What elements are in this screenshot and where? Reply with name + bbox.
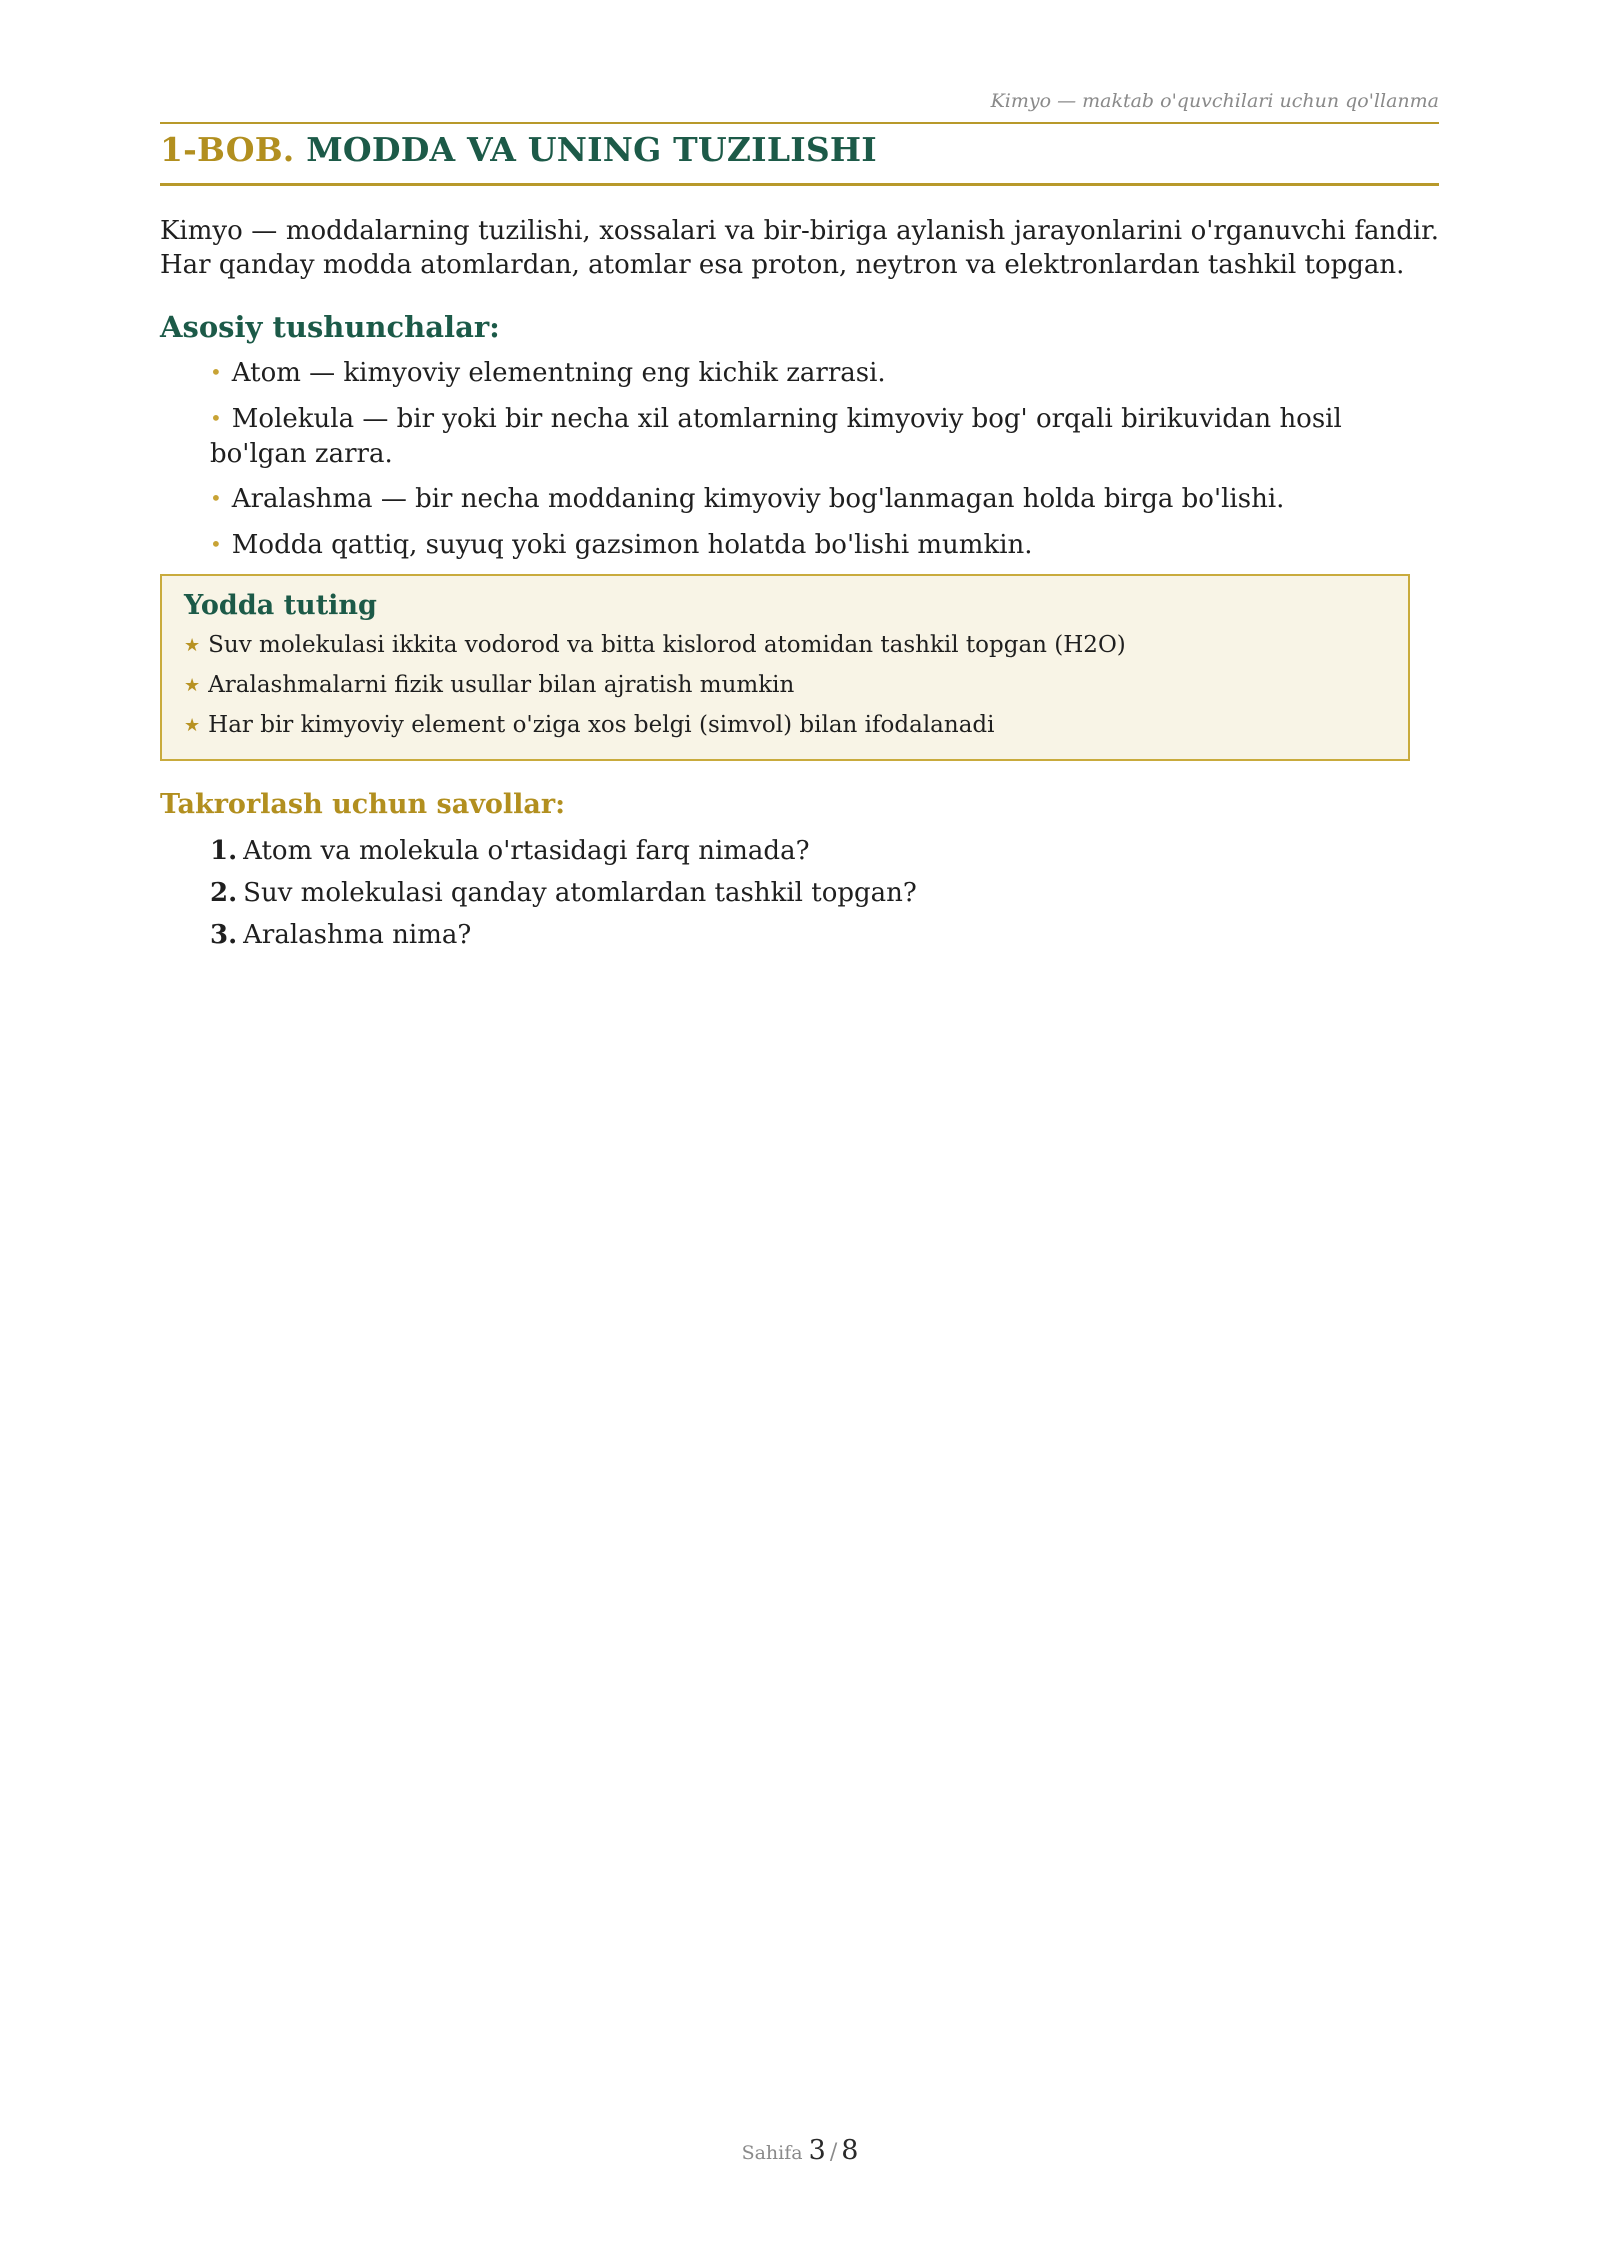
star-icon: ★	[184, 635, 201, 656]
remember-text: Aralashmalarni fizik usullar bilan ajratish mumkin	[208, 672, 795, 698]
list-item	[210, 356, 1390, 391]
bullet-icon: •	[210, 406, 222, 430]
review-questions-list	[160, 834, 1439, 952]
list-item	[210, 528, 1390, 563]
remember-box-title: Yodda tuting	[184, 590, 377, 621]
concept-text: Aralashma — bir necha moddaning kimyoviy bog'lanmagan holda birga bo'lishi.	[231, 484, 1285, 514]
star-icon: ★	[184, 675, 201, 696]
page-footer	[0, 2135, 1600, 2166]
list-item	[210, 482, 1390, 517]
list-item	[184, 671, 1386, 701]
remember-box	[160, 574, 1410, 761]
concept-text: Modda qattiq, suyuq yoki gazsimon holatda bo'lishi mumkin.	[231, 530, 1033, 560]
running-header: Kimyo — maktab o'quvchilari uchun qo'llanma	[160, 90, 1439, 124]
total-pages-number: 8	[841, 2135, 859, 2166]
remember-text: Suv molekulasi ikkita vodorod va bitta kislorod atomidan tashkil topgan (H2O)	[208, 632, 1126, 658]
page-separator: /	[829, 2140, 838, 2165]
bullet-icon: •	[210, 486, 222, 510]
list-item	[210, 402, 1390, 471]
concepts-list	[160, 356, 1390, 563]
remember-text: Har bir kimyoviy element o'ziga xos belgi (simvol) bilan ifodalanadi	[208, 712, 995, 738]
bullet-icon: •	[210, 360, 222, 384]
question-text: Aralashma nima?	[243, 920, 472, 950]
list-item	[184, 631, 1386, 661]
question-text: Suv molekulasi qanday atomlardan tashkil topgan?	[243, 878, 917, 908]
question-text: Atom va molekula o'rtasidagi farq nimada?	[243, 836, 810, 866]
current-page-number: 3	[808, 2135, 826, 2166]
question-number: 2.	[210, 878, 238, 908]
list-item	[210, 834, 1439, 868]
intro-paragraph: Kimyo — moddalarning tuzilishi, xossalari va bir-biriga aylanish jarayonlarini o'rganuvchi fandir. Har qanday modda atomlardan, atomlar esa proton, neytron va elektronlardan tashkil topgan.	[160, 216, 1439, 280]
chapter-title	[160, 124, 1439, 186]
page-label: Sahifa	[741, 2142, 803, 2164]
list-item	[184, 711, 1386, 741]
review-heading: Takrorlash uchun savollar:	[160, 789, 566, 820]
concept-text: Atom — kimyoviy elementning eng kichik zarrasi.	[231, 358, 886, 388]
question-number: 3.	[210, 920, 238, 950]
chapter-heading-text: MODDA VA UNING TUZILISHI	[306, 130, 877, 169]
concept-text: Molekula — bir yoki bir necha xil atomlarning kimyoviy bog' orqali birikuvidan hosil bo'lgan zarra.	[210, 404, 1342, 469]
list-item	[210, 876, 1439, 910]
bullet-icon: •	[210, 532, 222, 556]
list-item	[210, 918, 1439, 952]
document-page	[160, 90, 1439, 960]
chapter-number: 1-BOB.	[160, 130, 295, 169]
concepts-heading: Asosiy tushunchalar:	[160, 310, 500, 344]
question-number: 1.	[210, 836, 238, 866]
star-icon: ★	[184, 715, 201, 736]
remember-list	[184, 631, 1386, 741]
